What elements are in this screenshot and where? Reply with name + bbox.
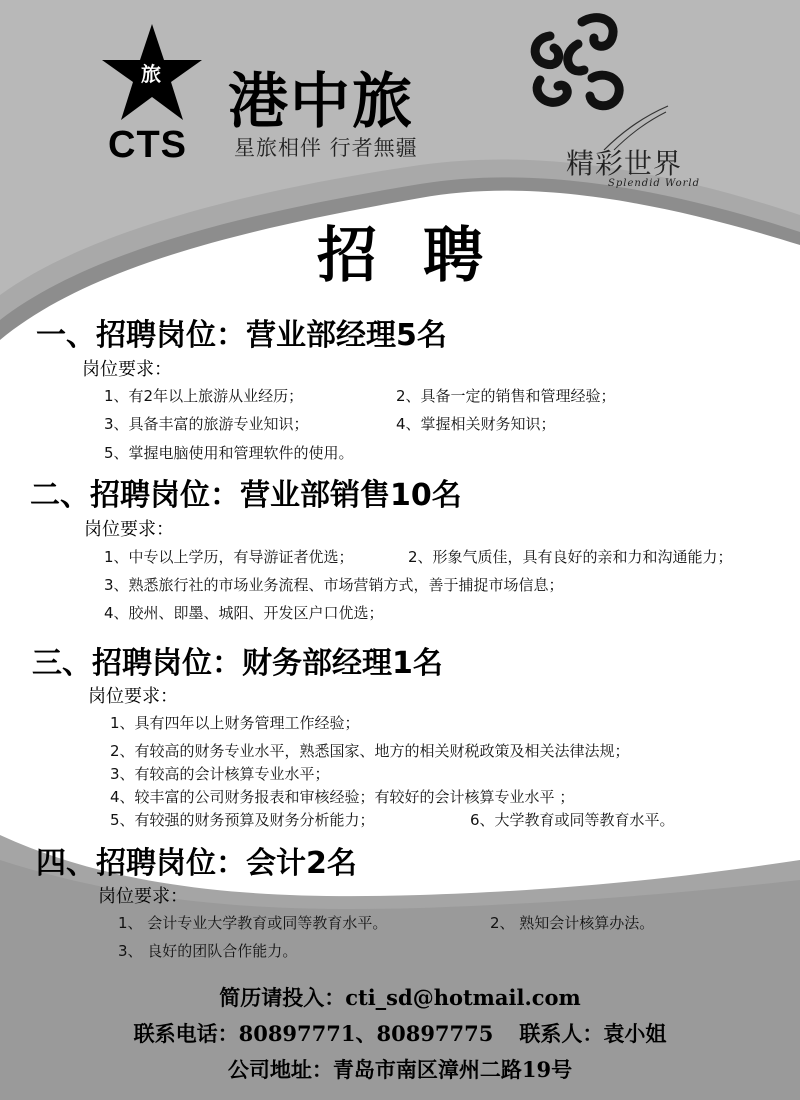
phone-numbers: 80897771、80897775 <box>238 1021 494 1046</box>
company-slogan: 星旅相伴 行者無疆 <box>234 136 418 160</box>
cts-star-mark: 旅 <box>141 62 161 86</box>
footer-contact-line <box>0 1018 800 1048</box>
footer-email-line: 简历请投入：cti_sd@hotmail.com <box>219 985 581 1010</box>
contact-name: 袁小姐 <box>603 1021 667 1046</box>
section-2-title: 二、招聘岗位：营业部销售10名 <box>30 478 462 513</box>
section-3-item: 5、有较强的财务预算及财务分析能力； <box>110 811 375 829</box>
cts-logo-text: CTS <box>108 124 187 166</box>
section-3-item: 1、具有四年以上财务管理工作经验； <box>110 714 360 732</box>
section-4-item: 1、 会计专业大学教育或同等教育水平。 <box>118 914 388 932</box>
section-4-requirements-label: 岗位要求： <box>98 886 188 907</box>
section-1-title: 一、招聘岗位：营业部经理5名 <box>36 318 447 353</box>
section-4-title: 四、招聘岗位：会计2名 <box>36 846 357 881</box>
page-title: 招聘 <box>317 221 529 291</box>
section-2-item: 2、形象气质佳，具有良好的亲和力和沟通能力； <box>408 548 733 566</box>
section-2-item: 1、中专以上学历，有导游证者优选； <box>104 548 354 566</box>
phone-label: 联系电话： <box>133 1021 239 1046</box>
section-3-item: 6、大学教育或同等教育水平。 <box>470 811 675 829</box>
section-2-requirements-label: 岗位要求： <box>84 519 174 540</box>
section-3-requirements-label: 岗位要求： <box>88 686 178 707</box>
section-3-item: 4、较丰富的公司财务报表和审核经验；有较好的会计核算专业水平 ； <box>110 788 575 806</box>
section-4-item: 2、 熟知会计核算办法。 <box>490 914 655 932</box>
section-3-item: 2、有较高的财务专业水平，熟悉国家、地方的相关财税政策及相关法律法规； <box>110 742 630 760</box>
section-1-item: 5、掌握电脑使用和管理软件的使用。 <box>104 444 354 462</box>
section-3-title: 三、招聘岗位：财务部经理1名 <box>32 646 443 681</box>
section-3-item: 3、有较高的会计核算专业水平； <box>110 765 330 783</box>
section-1-requirements-label: 岗位要求： <box>82 359 172 380</box>
partner-logo-chinese: 精彩世界 <box>566 147 683 180</box>
section-1-item: 4、掌握相关财务知识； <box>396 415 556 433</box>
footer-address-line: 公司地址：青岛市南区漳州二路19号 <box>227 1057 573 1082</box>
section-1-item: 1、有2年以上旅游从业经历； <box>104 387 304 405</box>
section-2-item: 3、熟悉旅行社的市场业务流程、市场营销方式，善于捕捉市场信息； <box>104 576 564 594</box>
splendid-world-logo-icon <box>520 8 640 118</box>
section-2-item: 4、胶州、即墨、城阳、开发区户口优选； <box>104 604 384 622</box>
company-name: 港中旅 <box>228 67 414 137</box>
partner-logo-english: Splendid World <box>608 178 700 189</box>
contact-label: 联系人： <box>519 1021 604 1046</box>
section-4-item: 3、 良好的团队合作能力。 <box>118 942 298 960</box>
section-1-item: 3、具备丰富的旅游专业知识； <box>104 415 309 433</box>
section-1-item: 2、具备一定的销售和管理经验； <box>396 387 616 405</box>
